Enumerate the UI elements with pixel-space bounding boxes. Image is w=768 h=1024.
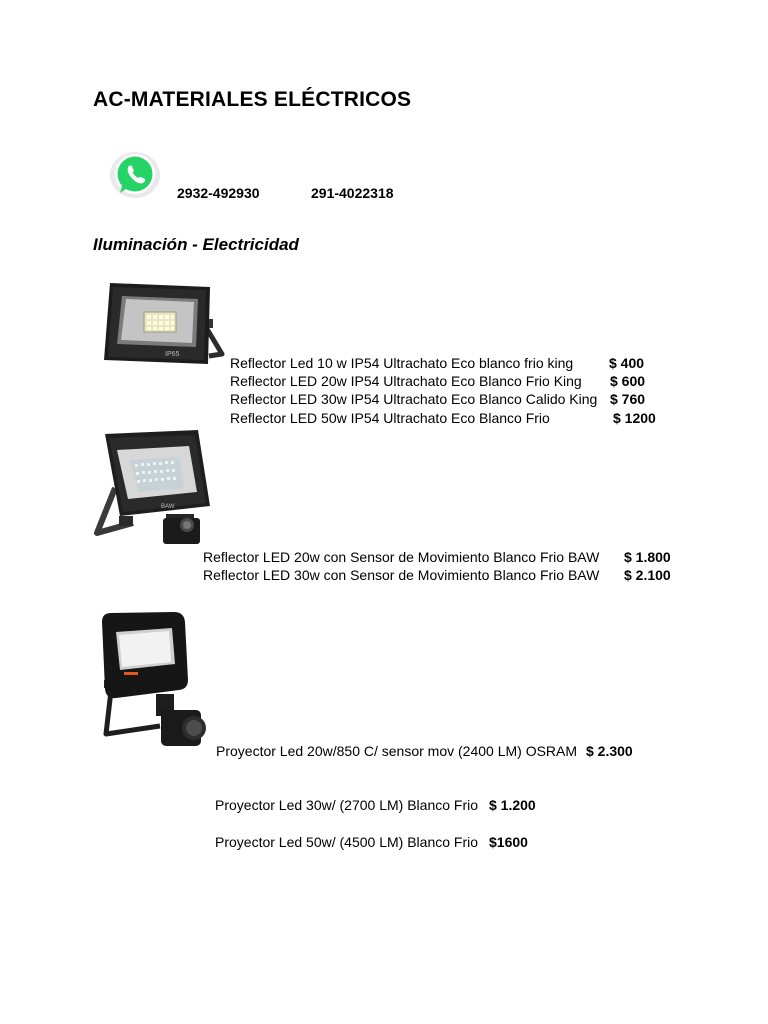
floodlight-sensor-icon — [93, 428, 218, 548]
whatsapp-icon — [108, 150, 162, 200]
projector-sensor-icon — [98, 610, 218, 752]
list-item — [215, 833, 555, 851]
product-price: $ 600 — [610, 373, 646, 389]
product-name: Reflector Led 10 w IP54 Ultrachato Eco blanco frio king — [230, 355, 574, 371]
product-name: Reflector LED 50w IP54 Ultrachato Eco Blanco Frio — [230, 410, 550, 426]
baw-label: BAW — [161, 504, 175, 510]
product-name: Proyector Led 50w/ (4500 LM) Blanco Frio — [215, 834, 479, 850]
product-name: Proyector Led 20w/850 C/ sensor mov (2400 LM) OSRAM — [216, 743, 578, 759]
product-price: $ 1.800 — [624, 549, 671, 565]
product-name: Proyector Led 30w/ (2700 LM) Blanco Frio — [215, 797, 479, 813]
product-name: Reflector LED 20w IP54 Ultrachato Eco Blanco Frio King — [230, 373, 582, 389]
list-item — [230, 390, 650, 408]
product-price: $ 2.300 — [586, 743, 633, 759]
list-item — [203, 548, 683, 566]
product-price: $ 1.200 — [489, 797, 536, 813]
phone-number-1: 2932-492930 — [177, 185, 260, 201]
floodlight-icon — [100, 280, 225, 368]
list-item — [216, 742, 656, 760]
product-price: $ 1200 — [613, 410, 656, 426]
page-title: AC-MATERIALES ELÉCTRICOS — [93, 88, 412, 111]
product-price: $ 760 — [610, 391, 646, 407]
list-item — [203, 566, 683, 584]
list-item — [215, 796, 555, 814]
ip65-label: IP65 — [165, 351, 180, 358]
product-price: $ 2.100 — [624, 567, 671, 583]
phone-number-2: 291-4022318 — [311, 185, 394, 201]
list-item — [230, 354, 650, 372]
product-name: Reflector LED 20w con Sensor de Movimiento Blanco Frio BAW — [203, 549, 600, 565]
product-price: $1600 — [489, 834, 528, 850]
product-name: Reflector LED 30w IP54 Ultrachato Eco Blanco Calido King — [230, 391, 598, 407]
product-name: Reflector LED 30w con Sensor de Movimiento Blanco Frio BAW — [203, 567, 600, 583]
list-item — [230, 372, 650, 390]
section-title: Iluminación - Electricidad — [93, 235, 299, 254]
product-price: $ 400 — [609, 355, 645, 371]
list-item — [230, 409, 660, 427]
